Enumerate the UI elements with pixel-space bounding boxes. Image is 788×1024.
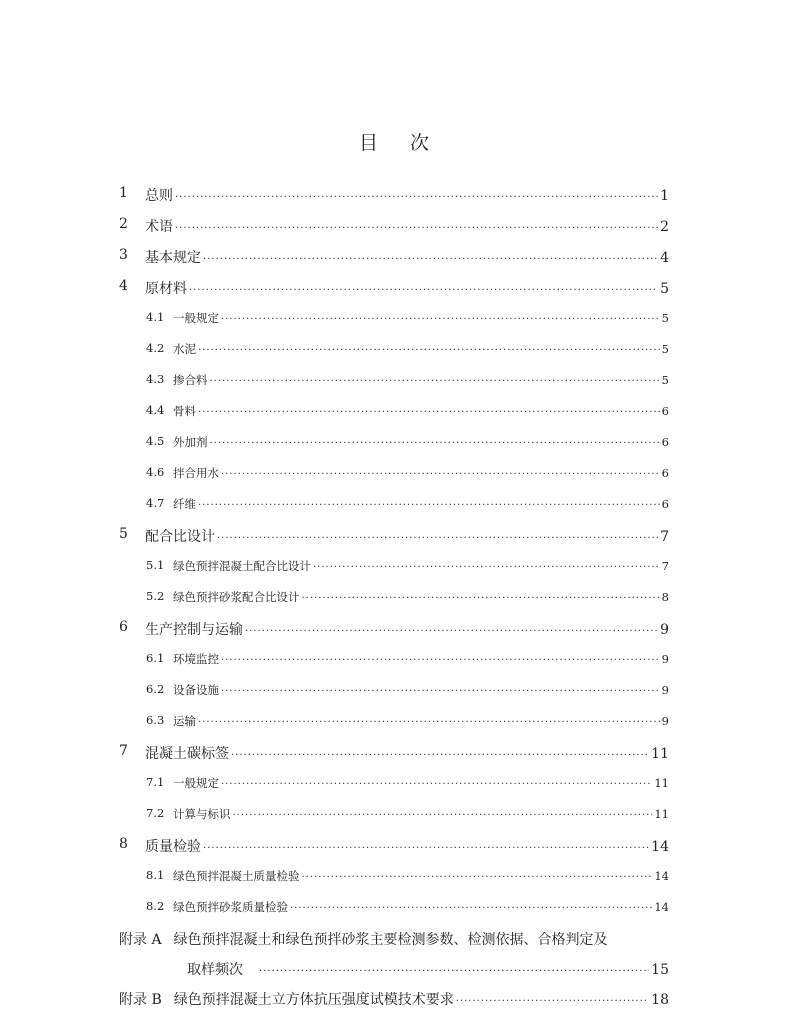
toc-entry-label: 配合比设计 — [145, 529, 215, 545]
toc-entry-label: 质量检验 — [145, 839, 201, 855]
toc-entry-6-1[interactable] — [146, 651, 669, 673]
toc-entry-page: 5 — [661, 373, 669, 387]
toc-leader-dots — [175, 223, 658, 234]
toc-leader-dots — [175, 192, 658, 203]
toc-entry-6[interactable] — [119, 619, 669, 641]
toc-entry-2[interactable] — [119, 216, 669, 238]
toc-entry-label: 一般规定 — [173, 311, 219, 325]
toc-entry-page: 6 — [661, 497, 669, 511]
toc-leader-dots — [313, 562, 660, 573]
toc-entry-4-1[interactable] — [146, 310, 669, 332]
toc-entry-label: 绿色预拌混凝土配合比设计 — [173, 559, 311, 573]
toc-entry-page: 6 — [661, 435, 669, 449]
toc-entry-page: 9 — [661, 714, 669, 728]
toc-entry-page: 14 — [654, 900, 669, 914]
toc-leader-dots — [302, 872, 653, 883]
toc-entry-4-6[interactable] — [146, 465, 669, 487]
toc-entry-page: 2 — [660, 219, 669, 235]
toc-entry-appendix-b[interactable] — [119, 989, 669, 1011]
toc-entry-8-2[interactable] — [146, 899, 669, 921]
toc-entry-appendix-a[interactable] — [119, 929, 669, 951]
toc-entry-label: 计算与标识 — [173, 807, 231, 821]
toc-entry-number: 6.3 — [146, 713, 165, 727]
toc-leader-dots — [456, 996, 649, 1007]
toc-entry-3[interactable] — [119, 247, 669, 269]
toc-entry-number: 8.1 — [146, 868, 165, 882]
toc-entry-label: 绿色预拌砂浆质量检验 — [173, 900, 288, 914]
toc-entry-page: 7 — [660, 529, 669, 545]
toc-entry-7-1[interactable] — [146, 775, 669, 797]
title-left-char: 目 — [358, 132, 378, 154]
toc-entry-number: 附录 B — [119, 992, 162, 1008]
toc-leader-dots — [290, 903, 652, 914]
toc-entry-label: 总则 — [145, 188, 173, 204]
toc-entry-label: 绿色预拌混凝土和绿色预拌砂浆主要检测参数、检测依据、合格判定及 — [173, 932, 608, 948]
toc-entry-label: 术语 — [145, 219, 173, 235]
toc-leader-dots — [210, 438, 660, 449]
toc-entry-6-2[interactable] — [146, 682, 669, 704]
toc-entry-number: 4.7 — [146, 496, 165, 510]
toc-entry-number: 7 — [119, 743, 128, 759]
toc-leader-dots — [302, 593, 660, 604]
toc-leader-dots — [233, 810, 653, 821]
toc-entry-page: 6 — [661, 404, 669, 418]
toc-entry-page: 5 — [661, 342, 669, 356]
toc-leader-dots — [189, 285, 658, 296]
toc-entry-appendix-a-continuation[interactable] — [187, 959, 669, 981]
toc-entry-label: 纤维 — [173, 497, 196, 511]
toc-entry-label: 拌合用水 — [173, 466, 219, 480]
toc-entry-4-5[interactable] — [146, 434, 669, 456]
toc-leader-dots — [203, 254, 658, 265]
toc-leader-dots — [221, 314, 660, 325]
toc-entry-number: 6.2 — [146, 682, 165, 696]
toc-entry-number: 5.2 — [146, 589, 165, 603]
toc-entry-number: 4.5 — [146, 434, 165, 448]
toc-entry-4[interactable] — [119, 278, 669, 300]
toc-entry-page: 14 — [654, 869, 669, 883]
toc-entry-number: 6.1 — [146, 651, 165, 665]
toc-entry-page: 11 — [654, 807, 669, 821]
toc-leader-dots — [259, 966, 649, 977]
toc-entry-page: 9 — [661, 652, 669, 666]
toc-entry-number: 附录 A — [119, 932, 162, 948]
toc-entry-page: 4 — [660, 250, 669, 266]
toc-entry-7-2[interactable] — [146, 806, 669, 828]
toc-entry-page: 6 — [661, 466, 669, 480]
toc-entry-label: 取样频次 — [187, 962, 243, 978]
toc-entry-label: 基本规定 — [145, 250, 201, 266]
toc-leader-dots — [217, 533, 658, 544]
toc-leader-dots — [198, 407, 660, 418]
toc-entry-4-2[interactable] — [146, 341, 669, 363]
toc-leader-dots — [203, 843, 649, 854]
toc-leader-dots — [245, 626, 658, 637]
toc-entry-label: 外加剂 — [173, 435, 208, 449]
toc-entry-page: 9 — [660, 622, 669, 638]
toc-leader-dots — [221, 686, 660, 697]
toc-entry-page: 5 — [661, 311, 669, 325]
toc-entry-label: 原材料 — [145, 281, 187, 297]
toc-entry-label: 掺合料 — [173, 373, 208, 387]
toc-entry-page: 7 — [661, 559, 669, 573]
toc-entry-7[interactable] — [119, 743, 669, 765]
toc-entry-number: 7.2 — [146, 806, 165, 820]
title-right-char: 次 — [410, 132, 430, 154]
toc-entry-number: 1 — [119, 185, 128, 201]
toc-leader-dots — [210, 376, 660, 387]
toc-entry-label: 运输 — [173, 714, 196, 728]
toc-entry-page: 11 — [654, 776, 669, 790]
toc-entry-1[interactable] — [119, 185, 669, 207]
toc-entry-5-1[interactable] — [146, 558, 669, 580]
toc-entry-label: 环境监控 — [173, 652, 219, 666]
toc-entry-label: 生产控制与运输 — [145, 622, 243, 638]
toc-entry-page: 1 — [660, 188, 669, 204]
toc-entry-page: 15 — [651, 962, 669, 978]
toc-entry-page: 14 — [651, 839, 669, 855]
toc-entry-number: 4.6 — [146, 465, 165, 479]
toc-entry-4-7[interactable] — [146, 496, 669, 518]
toc-entry-page: 18 — [651, 992, 669, 1008]
toc-entry-number: 4.1 — [146, 310, 165, 324]
toc-leader-dots — [198, 345, 660, 356]
toc-entry-number: 3 — [119, 247, 128, 263]
toc-leader-dots — [221, 779, 652, 790]
toc-entry-page: 8 — [661, 590, 669, 604]
toc-entry-label: 骨料 — [173, 404, 196, 418]
toc-entry-page: 5 — [660, 281, 669, 297]
toc-entry-label: 一般规定 — [173, 776, 219, 790]
toc-leader-dots — [231, 750, 649, 761]
toc-entry-number: 6 — [119, 619, 128, 635]
toc-entry-page: 9 — [661, 683, 669, 697]
toc-entry-6-3[interactable] — [146, 713, 669, 735]
toc-entry-8-1[interactable] — [146, 868, 669, 890]
toc-entry-number: 8.2 — [146, 899, 165, 913]
toc-entry-label: 绿色预拌混凝土质量检验 — [173, 869, 300, 883]
toc-entry-number: 2 — [119, 216, 128, 232]
toc-entry-5-2[interactable] — [146, 589, 669, 611]
toc-entry-number: 7.1 — [146, 775, 165, 789]
toc-entry-label: 混凝土碳标签 — [145, 746, 229, 762]
toc-entry-5[interactable] — [119, 526, 669, 548]
toc-entry-page: 11 — [651, 746, 669, 762]
toc-entry-number: 4.4 — [146, 403, 165, 417]
toc-entry-number: 8 — [119, 836, 128, 852]
toc-leader-dots — [221, 655, 660, 666]
toc-entry-label: 水泥 — [173, 342, 196, 356]
toc-entry-8[interactable] — [119, 836, 669, 858]
toc-entry-label: 绿色预拌砂浆配合比设计 — [173, 590, 300, 604]
toc-entry-number: 5 — [119, 526, 128, 542]
toc-entry-number: 4 — [119, 278, 128, 294]
toc-entry-number: 4.2 — [146, 341, 165, 355]
toc-entry-label: 设备设施 — [173, 683, 219, 697]
toc-entry-4-3[interactable] — [146, 372, 669, 394]
toc-entry-number: 5.1 — [146, 558, 165, 572]
toc-leader-dots — [221, 469, 660, 480]
toc-entry-label: 绿色预拌混凝土立方体抗压强度试模技术要求 — [173, 992, 454, 1008]
toc-entry-number: 4.3 — [146, 372, 165, 386]
toc-entry-4-4[interactable] — [146, 403, 669, 425]
toc-leader-dots — [198, 500, 660, 511]
toc-leader-dots — [198, 717, 660, 728]
